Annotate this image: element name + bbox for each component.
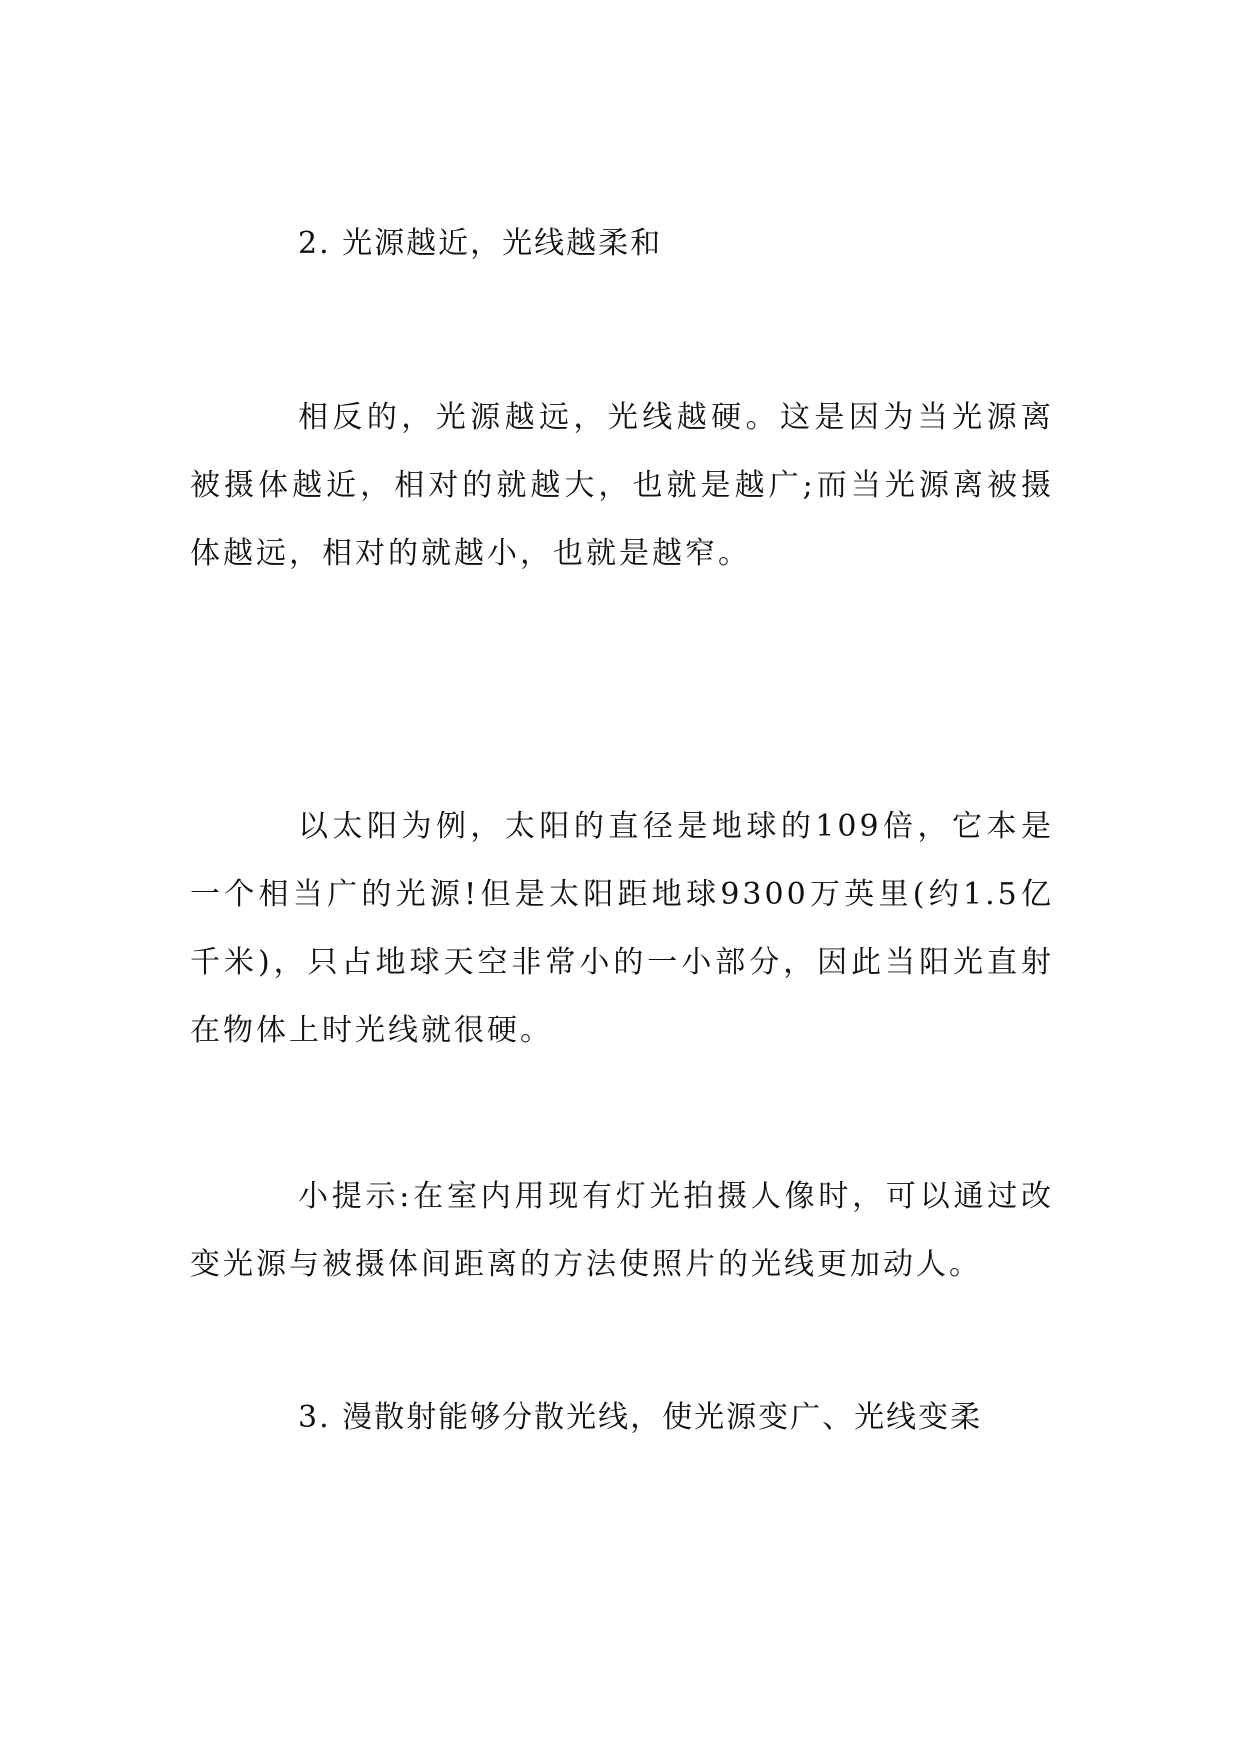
paragraph-tip: 小提示:在室内用现有灯光拍摄人像时，可以通过改变光源与被摄体间距离的方法使照片的光线更加动人。 <box>190 1179 1054 1282</box>
section-heading-2: 2. 光源越近，光线越柔和 <box>298 226 663 261</box>
paragraph-sun-example: 以太阳为例，太阳的直径是地球的109倍，它本是一个相当广的光源!但是太阳距地球9300万英里(约1.5亿千米)，只占地球天空非常小的一小部分，因此当阳光直射在物体上时光线就很硬。 <box>190 809 1054 1048</box>
section-heading-3: 3. 漫散射能够分散光线，使光源变广、光线变柔 <box>298 1400 983 1435</box>
paragraph-light-distance: 相反的，光源越远，光线越硬。这是因为当光源离被摄体越近，相对的就越大，也就是越广;而当光源离被摄体越远，相对的就越小，也就是越窄。 <box>190 400 1054 571</box>
